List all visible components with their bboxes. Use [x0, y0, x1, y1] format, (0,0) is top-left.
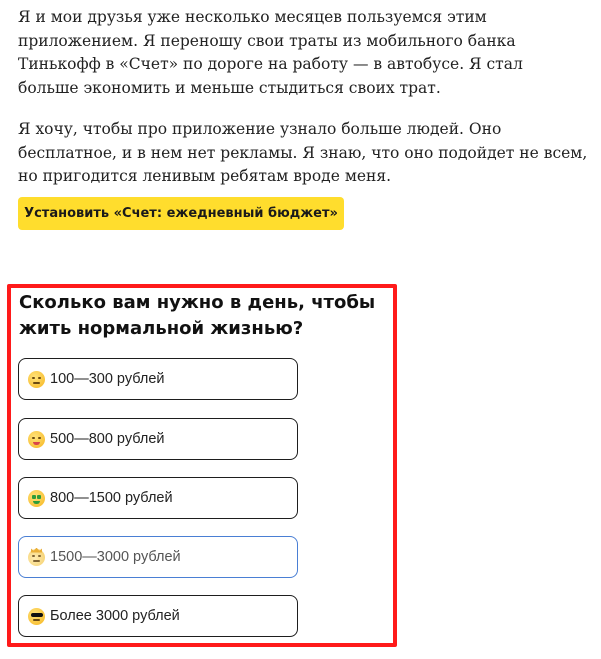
poll-option-label: Более 3000 рублей: [50, 608, 180, 624]
poll-option-label: 800—1500 рублей: [50, 490, 173, 506]
poll-option-over-3000[interactable]: [18, 595, 298, 637]
yum-face-icon: [28, 431, 45, 448]
money-mouth-face-icon: [28, 490, 45, 507]
crown-face-icon: [28, 549, 45, 566]
poll-widget: [7, 284, 397, 647]
article-paragraph: Я и мои друзья уже несколько месяцев пользуемся этим приложением. Я переношу свои траты из мобильного банка Тинькофф в «Счет» по дороге на работу — в автобусе. Я стал больше экономить и меньше стыдиться своих трат.: [18, 8, 523, 97]
poll-question: Сколько вам нужно в день, чтобы жить нормальной жизнью?: [19, 292, 376, 339]
poll-option-label: 1500—3000 рублей: [50, 549, 181, 565]
poll-option-1500-3000[interactable]: [18, 536, 298, 578]
poll-option-label: 500—800 рублей: [50, 431, 165, 447]
poll-option-label: 100—300 рублей: [50, 371, 165, 387]
poll-option-500-800[interactable]: [18, 418, 298, 460]
sunglasses-face-icon: [28, 608, 45, 625]
poll-option-800-1500[interactable]: [18, 477, 298, 519]
article-body: [18, 6, 588, 207]
article-paragraph: Я хочу, чтобы про приложение узнало больше людей. Оно бесплатное, и в нем нет рекламы. Я знаю, что оно подойдет не всем, но пригодится ленивым ребятам вроде меня.: [18, 120, 588, 185]
install-app-button[interactable]: Установить «Счет: ежедневный бюджет»: [18, 197, 344, 230]
poll-option-100-300[interactable]: [18, 358, 298, 400]
expressionless-face-icon: [28, 371, 45, 388]
